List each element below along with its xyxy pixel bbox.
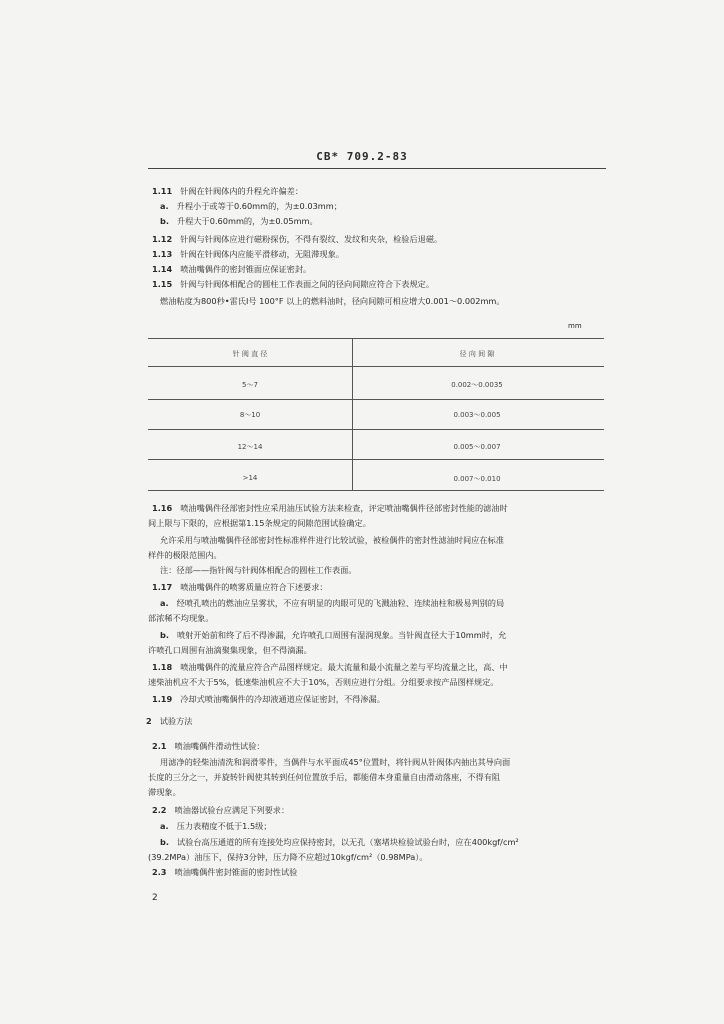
- document-header: CB* 709.2-83: [316, 150, 408, 163]
- text-line: [146, 716, 192, 727]
- table-cell: 5～7: [242, 381, 258, 389]
- clause-text: 喷油嘴偶件滑动性试验：: [174, 741, 265, 751]
- clause-text: 长度的三分之一，并旋转针阀使其转到任何位置放手后，都能借本身重量自由滑动落座，不得有阻: [148, 772, 501, 782]
- clause-text: 试验台高压通道的所有连接处均应保持密封，以无孔（塞堵块检验试验台时，应在400kgf/cm²: [176, 837, 519, 847]
- table-header-clearance: 径 向 间 隙: [459, 350, 495, 358]
- text-line: [152, 234, 442, 245]
- clause-text: 喷油嘴偶件密封锥面的密封性试验: [174, 867, 298, 877]
- clause-number: a.: [160, 598, 169, 608]
- clause-text: (39.2MPa）油压下，保持3分钟，压力降不应超过10kgf/cm²（0.98MPa）。: [148, 852, 428, 862]
- text-line: [148, 677, 499, 688]
- clause-text: 试验方法: [159, 716, 193, 726]
- table-cell: 0.002～0.0035: [451, 381, 503, 389]
- text-line: [148, 852, 428, 863]
- text-line: [148, 518, 371, 529]
- clause-number: 1.16: [152, 503, 173, 513]
- clause-text: 样件的极限范围内。: [148, 550, 222, 560]
- clause-text: 燃油粘度为800秒•雷氏Ⅰ号 100°F 以上的燃料油时，径向间隙可相应增大0.001～0.002mm。: [160, 296, 505, 306]
- text-line: [160, 201, 342, 212]
- table-row-rule: [148, 399, 604, 400]
- text-line: [152, 264, 311, 275]
- text-line: [160, 821, 272, 832]
- text-line: [152, 694, 385, 705]
- clause-number: 1.14: [152, 264, 173, 274]
- table-header-rule: [148, 366, 604, 367]
- clause-text: 升程大于0.60mm的，为±0.05mm。: [176, 216, 318, 226]
- clause-text: 用滤净的轻柴油清洗和润滑零件，当偶件与水平面成45°位置时，将针阀从针阀体内抽出其导向面: [160, 757, 511, 767]
- clause-number: 1.12: [152, 234, 173, 244]
- text-line: [148, 787, 181, 798]
- clause-text: 喷油嘴偶件的喷雾质量应符合下述要求：: [180, 582, 328, 592]
- clause-text: 针阀与针阀体应进行磁粉探伤，不得有裂纹、发纹和夹杂，检验后退磁。: [180, 234, 443, 244]
- text-line: [152, 186, 303, 197]
- text-line: [160, 757, 510, 768]
- clause-text: 针阀在针阀体内应能平滑移动，无阻滞现象。: [180, 249, 344, 259]
- clause-text: 喷油嘴偶件径部密封性应采用油压试验方法来检查，评定喷油嘴偶件径部密封性能的滤油时: [180, 503, 508, 513]
- clause-text: 经喷孔喷出的燃油应呈雾状，不应有明显的肉眼可见的飞溅油粒、连续油柱和极易判别的局: [176, 598, 505, 608]
- clause-text: 允许采用与喷油嘴偶件径部密封性标准样件进行比较试验，被检偶件的密封性滤油时间应在标准: [160, 535, 504, 545]
- clause-number: a.: [160, 821, 169, 831]
- table-cell: >14: [242, 474, 258, 482]
- clause-text: 升程小于或等于0.60mm的，为±0.03mm；: [176, 201, 342, 211]
- table-cell: 0.007～0.010: [453, 475, 501, 483]
- clause-number: 1.15: [152, 279, 173, 289]
- clause-number: 2: [146, 716, 152, 726]
- clause-number: a.: [160, 201, 169, 211]
- clause-number: 1.18: [152, 662, 173, 672]
- table-unit: mm: [568, 322, 582, 330]
- text-line: [160, 630, 506, 641]
- header-rule: [148, 168, 606, 169]
- clause-text: 喷射开始前和终了后不得渗漏，允许喷孔口周围有湿润现象。当针阀直径大于10mm时，允: [176, 630, 507, 640]
- text-line: [152, 805, 289, 816]
- table-bottom-rule: [148, 490, 604, 491]
- clause-text: 针阀与针阀体相配合的圆柱工作表面之间的径向间隙应符合下表规定。: [180, 279, 435, 289]
- text-line: [160, 296, 505, 307]
- clause-number: b.: [160, 630, 169, 640]
- clause-number: 1.19: [152, 694, 173, 704]
- table-header-diameter: 针 阀 直 径: [232, 350, 268, 358]
- text-line: [152, 741, 265, 752]
- text-line: [160, 216, 318, 227]
- text-line: [160, 837, 519, 848]
- table-row-rule: [148, 459, 604, 460]
- clause-number: 1.13: [152, 249, 173, 259]
- clause-text: 注：径部——指针阀与针阀体相配合的圆柱工作表面。: [160, 565, 357, 575]
- clause-number: 2.2: [152, 805, 167, 815]
- text-line: [160, 565, 357, 576]
- clause-text: 喷油嘴偶件的流量应符合产品图样规定。最大流量和最小流量之差与平均流量之比，高、中: [180, 662, 508, 672]
- table-cell: 8～10: [239, 411, 261, 419]
- text-line: [160, 598, 504, 609]
- clause-number: 1.17: [152, 582, 173, 592]
- text-line: [152, 582, 328, 593]
- table-cell: 12～14: [237, 443, 263, 451]
- clause-text: 部浓稀不均现象。: [148, 613, 214, 623]
- table-row-rule: [148, 429, 604, 430]
- text-line: [152, 279, 434, 290]
- text-line: [152, 662, 508, 673]
- clause-text: 针阀在针阀体内的升程允许偏差：: [180, 186, 304, 196]
- clause-number: b.: [160, 216, 169, 226]
- clause-number: 1.11: [152, 186, 173, 196]
- clause-text: 喷油器试验台应满足下列要求：: [174, 805, 290, 815]
- text-line: [148, 613, 214, 624]
- text-line: [160, 535, 504, 546]
- clause-number: 2.1: [152, 741, 167, 751]
- table-cell: 0.003～0.005: [453, 411, 501, 419]
- clause-text: 压力表精度不低于1.5级；: [176, 821, 272, 831]
- clause-text: 滞现象。: [148, 787, 181, 797]
- clause-text: 喷油嘴偶件的密封锥面应保证密封。: [180, 264, 312, 274]
- clause-text: 冷却式喷油嘴偶件的冷却液通道应保证密封，不得渗漏。: [180, 694, 385, 704]
- clause-text: 间上限与下限的，应根据第1.15条规定的间隙范围试验确定。: [148, 518, 371, 528]
- text-line: [148, 645, 312, 656]
- text-line: [148, 550, 222, 561]
- clause-number: 2.3: [152, 867, 167, 877]
- table-cell: 0.005～0.007: [453, 443, 501, 451]
- text-line: [152, 867, 297, 878]
- clause-text: 许喷孔口周围有油滴聚集现象，但不得滴漏。: [148, 645, 312, 655]
- text-line: [152, 503, 508, 514]
- table-top-rule: [148, 338, 604, 339]
- text-line: [152, 249, 344, 260]
- page-number: 2: [152, 893, 158, 903]
- clause-number: b.: [160, 837, 169, 847]
- text-line: [148, 772, 500, 783]
- table-divider: [352, 338, 353, 490]
- clause-text: 速柴油机应不大于5%，低速柴油机应不大于10%，否则应进行分组。分组要求按产品图样规定。: [148, 677, 499, 687]
